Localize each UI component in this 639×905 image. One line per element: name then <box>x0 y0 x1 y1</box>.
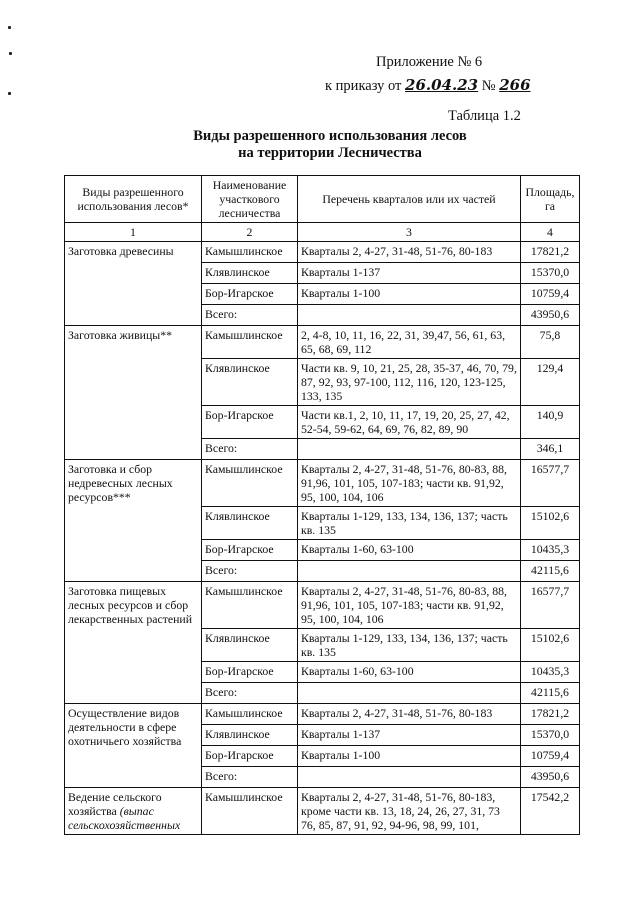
table-row <box>65 242 580 263</box>
district-cell: Камышлинское <box>202 582 298 629</box>
area-cell: 75,8 <box>521 326 580 359</box>
area-cell: 129,4 <box>521 359 580 406</box>
order-number: 266 <box>499 76 531 94</box>
document-title <box>120 128 540 162</box>
district-cell: Бор-Игарское <box>202 540 298 561</box>
area-cell: 10435,3 <box>521 540 580 561</box>
scan-speck <box>8 92 11 95</box>
area-cell: 140,9 <box>521 406 580 439</box>
table-row <box>65 788 580 835</box>
quarters-cell: Части кв.1, 2, 10, 11, 17, 19, 20, 25, 27, 42, 52-54, 59-62, 64, 69, 76, 82, 89, 90 <box>298 406 521 439</box>
total-area: 42115,6 <box>521 683 580 704</box>
quarters-cell: 2, 4-8, 10, 11, 16, 22, 31, 39,47, 56, 61, 63, 65, 68, 69, 112 <box>298 326 521 359</box>
use-cell: Заготовка древесины <box>65 242 202 326</box>
area-cell: 10759,4 <box>521 284 580 305</box>
col-number: 1 <box>65 223 202 242</box>
total-label: Всего: <box>202 683 298 704</box>
quarters-cell <box>298 561 521 582</box>
district-cell: Камышлинское <box>202 788 298 835</box>
col-number: 2 <box>202 223 298 242</box>
scan-speck <box>8 26 11 29</box>
quarters-cell <box>298 439 521 460</box>
quarters-cell: Кварталы 1-100 <box>298 284 521 305</box>
quarters-cell: Кварталы 2, 4-27, 31-48, 51-76, 80-83, 88, 91,96, 101, 105, 107-183; части кв. 91,92, 95, 100, 104, 106 <box>298 460 521 507</box>
col-number: 4 <box>521 223 580 242</box>
total-area: 43950,6 <box>521 767 580 788</box>
forest-use-table <box>64 175 580 835</box>
area-cell: 10435,3 <box>521 662 580 683</box>
use-cell: Заготовка и сбор недревесных лесных ресурсов*** <box>65 460 202 582</box>
header-row <box>65 176 580 223</box>
total-label: Всего: <box>202 561 298 582</box>
district-cell: Клявлинское <box>202 507 298 540</box>
total-area: 43950,6 <box>521 305 580 326</box>
table-row <box>65 704 580 725</box>
area-cell: 17542,2 <box>521 788 580 835</box>
quarters-cell: Кварталы 1-137 <box>298 263 521 284</box>
area-cell: 15370,0 <box>521 725 580 746</box>
col-header-use: Виды разрешенного использования лесов* <box>65 176 202 223</box>
title-line-2: на территории Лесничества <box>238 145 422 161</box>
quarters-cell: Кварталы 1-137 <box>298 725 521 746</box>
order-reference <box>325 76 531 95</box>
table-label: Таблица 1.2 <box>448 108 521 124</box>
quarters-cell: Кварталы 2, 4-27, 31-48, 51-76, 80-83, 88, 91,96, 101, 105, 107-183; части кв. 91,92, 95, 100, 104, 106 <box>298 582 521 629</box>
district-cell: Камышлинское <box>202 326 298 359</box>
col-header-area: Площадь, га <box>521 176 580 223</box>
use-cell: Осуществление видов деятельности в сфере охотничьего хозяйства <box>65 704 202 788</box>
quarters-cell: Кварталы 1-129, 133, 134, 136, 137; часть кв. 135 <box>298 629 521 662</box>
district-cell: Клявлинское <box>202 263 298 284</box>
district-cell: Бор-Игарское <box>202 662 298 683</box>
total-label: Всего: <box>202 767 298 788</box>
use-cell: Заготовка пищевых лесных ресурсов и сбор лекарственных растений <box>65 582 202 704</box>
use-text-italic: (выпас сельскохозяйственных <box>68 804 181 832</box>
area-cell: 17821,2 <box>521 704 580 725</box>
number-sign: № <box>481 78 496 94</box>
district-cell: Клявлинское <box>202 629 298 662</box>
col-number: 3 <box>298 223 521 242</box>
quarters-cell: Кварталы 2, 4-27, 31-48, 51-76, 80-183, кроме части кв. 13, 18, 24, 26, 27, 31, 73 76, 85, 87, 91, 92, 94-96, 98, 99, 101, <box>298 788 521 835</box>
scan-speck <box>9 52 12 55</box>
order-prefix: к приказу от <box>325 78 402 94</box>
quarters-cell <box>298 683 521 704</box>
quarters-cell <box>298 305 521 326</box>
quarters-cell: Кварталы 1-100 <box>298 746 521 767</box>
table-body <box>65 242 580 835</box>
total-area: 346,1 <box>521 439 580 460</box>
total-label: Всего: <box>202 439 298 460</box>
area-cell: 15102,6 <box>521 507 580 540</box>
area-cell: 15102,6 <box>521 629 580 662</box>
area-cell: 17821,2 <box>521 242 580 263</box>
use-text: Ведение сельского хозяйства <box>68 790 162 818</box>
quarters-cell: Кварталы 2, 4-27, 31-48, 51-76, 80-183 <box>298 242 521 263</box>
area-cell: 16577,7 <box>521 582 580 629</box>
table-row <box>65 326 580 359</box>
area-cell: 10759,4 <box>521 746 580 767</box>
district-cell: Камышлинское <box>202 704 298 725</box>
appendix-label: Приложение № 6 <box>376 54 483 70</box>
column-number-row <box>65 223 580 242</box>
district-cell: Клявлинское <box>202 725 298 746</box>
table-row <box>65 582 580 629</box>
col-header-district: Наименование участкового лесничества <box>202 176 298 223</box>
district-cell: Камышлинское <box>202 460 298 507</box>
district-cell: Бор-Игарское <box>202 284 298 305</box>
area-cell: 15370,0 <box>521 263 580 284</box>
use-cell: Заготовка живицы** <box>65 326 202 460</box>
district-cell: Камышлинское <box>202 242 298 263</box>
district-cell: Бор-Игарское <box>202 746 298 767</box>
order-date: 26.04.23 <box>405 76 479 94</box>
quarters-cell <box>298 767 521 788</box>
area-cell: 16577,7 <box>521 460 580 507</box>
col-header-quarters: Перечень кварталов или их частей <box>298 176 521 223</box>
use-cell <box>65 788 202 835</box>
quarters-cell: Кварталы 1-60, 63-100 <box>298 540 521 561</box>
quarters-cell: Кварталы 2, 4-27, 31-48, 51-76, 80-183 <box>298 704 521 725</box>
district-cell: Бор-Игарское <box>202 406 298 439</box>
table-row <box>65 460 580 507</box>
title-line-1: Виды разрешенного использования лесов <box>193 128 467 144</box>
total-area: 42115,6 <box>521 561 580 582</box>
quarters-cell: Кварталы 1-129, 133, 134, 136, 137; часть кв. 135 <box>298 507 521 540</box>
quarters-cell: Части кв. 9, 10, 21, 25, 28, 35-37, 46, 70, 79, 87, 92, 93, 97-100, 112, 116, 120, 123-125, 133, 135 <box>298 359 521 406</box>
quarters-cell: Кварталы 1-60, 63-100 <box>298 662 521 683</box>
district-cell: Клявлинское <box>202 359 298 406</box>
total-label: Всего: <box>202 305 298 326</box>
